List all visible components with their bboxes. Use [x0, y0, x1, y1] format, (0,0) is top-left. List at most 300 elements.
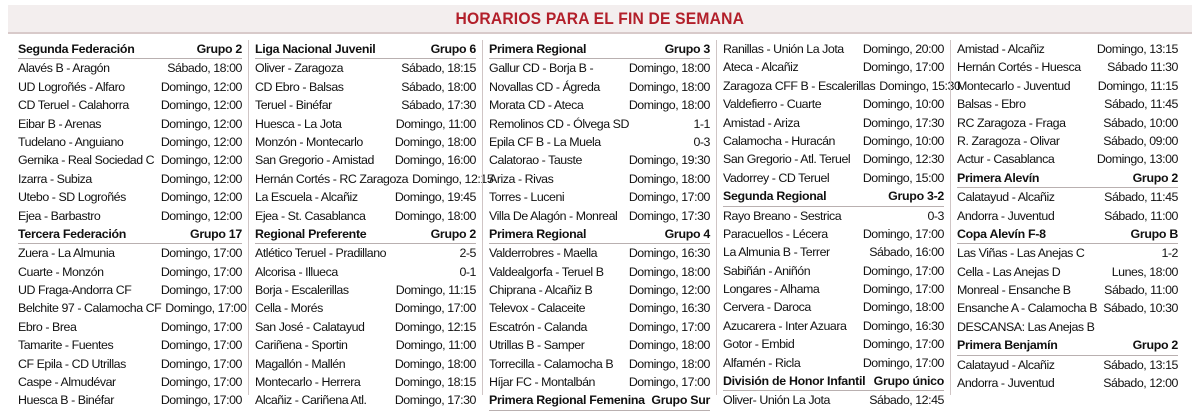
match-time: Sábado, 18:15	[401, 61, 476, 76]
match-time: Domingo, 17:00	[394, 301, 476, 316]
match-time: Domingo, 12:30	[862, 152, 944, 167]
match-time: Domingo, 17:00	[160, 283, 242, 298]
match-row	[723, 114, 944, 132]
match-row	[18, 207, 242, 225]
match-row	[255, 207, 476, 225]
match-row	[723, 391, 944, 409]
match-row	[255, 336, 476, 354]
match-row	[723, 207, 944, 225]
match-time: Domingo, 17:00	[160, 246, 242, 261]
match-time: Domingo, 18:00	[628, 98, 710, 113]
section-header	[18, 40, 242, 59]
match-time: Domingo, 17:00	[862, 60, 944, 75]
section-header	[957, 225, 1178, 244]
match-time: Domingo, 12:15	[412, 171, 494, 186]
match-row	[723, 169, 944, 187]
match-teams: Montecarlo - Juventud	[957, 78, 1071, 93]
match-time: Sábado, 11:00	[1104, 283, 1178, 298]
match-row	[723, 95, 944, 113]
match-time: Domingo, 18:00	[628, 79, 710, 94]
match-row	[18, 133, 242, 151]
match-row	[957, 281, 1178, 299]
match-teams: Tamarite - Fuentes	[18, 338, 114, 353]
section-header	[723, 372, 944, 391]
match-row	[957, 132, 1178, 150]
match-time: Sábado, 11:45	[1104, 190, 1178, 205]
group-name: Grupo 17	[190, 226, 242, 241]
match-time: Domingo, 17:00	[862, 355, 944, 370]
match-teams: Caspe - Almudévar	[18, 375, 116, 390]
match-teams: CD Ebro - Balsas	[255, 79, 344, 94]
match-row	[255, 170, 494, 188]
match-teams: Calatayud - Alcañiz	[957, 190, 1055, 205]
match-teams: Oliver - Zaragoza	[255, 61, 344, 76]
match-teams: Belchite 97 - Calamocha CF	[18, 301, 162, 316]
match-teams: Borja - Escalerillas	[255, 283, 349, 298]
match-time: Sábado, 11:00	[1104, 208, 1178, 223]
match-time: Domingo, 17:00	[165, 301, 247, 316]
match-row	[957, 188, 1178, 206]
match-teams: Tudelano - Anguiano	[18, 134, 124, 149]
group-name: Grupo 2	[430, 226, 476, 241]
match-time: Domingo, 18:00	[394, 208, 476, 223]
match-row	[957, 58, 1178, 76]
match-teams: Calatorao - Tauste	[489, 153, 582, 168]
match-row	[18, 281, 242, 299]
match-time: Sábado, 11:45	[1104, 97, 1178, 112]
match-teams: Izarra - Subiza	[18, 171, 92, 186]
match-row	[18, 59, 242, 77]
match-row	[723, 354, 944, 372]
match-row	[489, 133, 710, 151]
match-time: 1-2	[1161, 246, 1178, 261]
match-time: Sábado, 12:45	[869, 393, 944, 408]
match-time: Sábado, 09:00	[1103, 133, 1178, 148]
match-time: Domingo, 18:00	[628, 356, 710, 371]
match-teams: Valderrobres - Maella	[489, 246, 598, 261]
match-teams: Ateca - Alcañiz	[723, 60, 799, 75]
match-row	[957, 114, 1178, 132]
schedule-column	[14, 40, 248, 408]
match-time: Sábado, 12:00	[1103, 376, 1178, 391]
match-row	[489, 281, 710, 299]
match-time: Domingo, 11:00	[395, 116, 476, 131]
match-teams: Valdefierro - Cuarte	[723, 97, 822, 112]
group-name: Grupo 4	[664, 226, 710, 241]
match-teams: Rayo Breano - Sestrica	[723, 208, 842, 223]
match-time: Domingo, 12:00	[160, 79, 242, 94]
match-row	[255, 391, 476, 409]
match-time: Domingo, 17:00	[160, 338, 242, 353]
match-time: Domingo, 17:00	[160, 264, 242, 279]
match-row	[18, 170, 242, 188]
group-name: Grupo B	[1130, 226, 1178, 241]
match-teams: Chiprana - Alcañiz B	[489, 283, 593, 298]
match-time: Domingo, 16:00	[394, 153, 476, 168]
match-row	[723, 77, 961, 95]
match-teams: San José - Calatayud	[255, 319, 365, 334]
match-time: Domingo, 12:00	[628, 283, 710, 298]
match-teams: Gallur CD - Borja B -	[489, 61, 594, 76]
match-teams: Las Viñas - Las Anejas C	[957, 246, 1085, 261]
match-teams: Epila CF B - La Muela	[489, 134, 601, 149]
match-row	[255, 188, 476, 206]
competition-name: Primera Regional	[489, 226, 587, 241]
match-time: Sábado, 10:30	[1103, 301, 1178, 316]
match-teams: Zuera - La Almunia	[18, 246, 115, 261]
match-row	[18, 336, 242, 354]
match-teams: Azucarera - Inter Azuara	[723, 318, 847, 333]
section-header	[723, 187, 944, 206]
match-time: 2-5	[459, 246, 476, 261]
match-teams: Morata CD - Ateca	[489, 98, 584, 113]
group-name: Grupo Sur	[651, 393, 710, 408]
match-teams: San Gregorio - Atl. Teruel	[723, 152, 851, 167]
match-time: Domingo, 17:00	[862, 282, 944, 297]
match-row	[489, 207, 710, 225]
match-row	[957, 207, 1178, 225]
group-name: Grupo 6	[430, 42, 476, 56]
match-row	[255, 355, 476, 373]
match-time: Domingo, 12:00	[160, 134, 242, 149]
match-row	[723, 243, 944, 261]
match-teams: Magallón - Mallén	[255, 356, 346, 371]
match-row	[489, 244, 710, 262]
match-teams: Andorra - Juventud	[957, 208, 1055, 223]
match-time: Sábado, 18:00	[401, 79, 476, 94]
group-name: Grupo 2	[1132, 170, 1178, 185]
match-time: Sábado, 17:30	[401, 98, 476, 113]
match-time: Domingo, 19:30	[628, 153, 710, 168]
match-teams: Televox - Calaceite	[489, 301, 586, 316]
match-teams: Escatrón - Calanda	[489, 319, 587, 334]
match-time: Domingo, 12:00	[160, 190, 242, 205]
match-teams: Híjar FC - Montalbán	[489, 375, 595, 390]
group-name: Grupo único	[873, 374, 944, 389]
match-time: Sábado, 16:00	[869, 245, 944, 260]
match-teams: CF Epila - CD Utrillas	[18, 356, 126, 371]
section-header	[18, 225, 242, 244]
match-time: Domingo, 16:30	[628, 246, 710, 261]
match-teams: La Escuela - Alcañiz	[255, 190, 358, 205]
section-header	[489, 225, 710, 244]
match-teams: Cariñena - Sportin	[255, 338, 348, 353]
match-row	[255, 299, 476, 317]
match-row	[723, 40, 944, 58]
match-teams: Cervera - Daroca	[723, 300, 811, 315]
match-row	[255, 263, 476, 281]
match-row	[255, 78, 476, 96]
match-teams: Ejea - Barbastro	[18, 208, 101, 223]
match-teams: Alfamén - Ricla	[723, 355, 801, 370]
match-row	[255, 133, 476, 151]
match-teams: Cella - Morés	[255, 301, 323, 316]
match-teams: Zaragoza CFF B - Escalerillas	[723, 78, 876, 93]
match-teams: Hernán Cortés - RC Zaragoza	[255, 171, 409, 186]
match-time: Domingo, 17:00	[862, 226, 944, 241]
match-teams: Ejea - St. Casablanca	[255, 208, 366, 223]
match-row	[18, 299, 247, 317]
match-time: Domingo, 20:00	[862, 42, 944, 56]
match-time: Lunes, 18:00	[1111, 264, 1178, 279]
match-row	[255, 115, 476, 133]
match-teams: Hernán Cortés - Huesca	[957, 60, 1081, 75]
match-teams: Alcañiz - Cariñena Atl.	[255, 393, 367, 408]
match-teams: Ensanche A - Calamocha B	[957, 301, 1098, 316]
match-time: Domingo, 17:00	[160, 356, 242, 371]
match-row	[489, 151, 710, 169]
match-row	[957, 374, 1178, 392]
match-time: Domingo, 11:15	[1097, 78, 1178, 93]
competition-name: Tercera Federación	[18, 226, 127, 241]
competition-name: Primera Alevín	[957, 170, 1040, 185]
match-row	[18, 78, 242, 96]
section-header	[255, 40, 476, 59]
section-header	[255, 225, 476, 244]
match-row	[723, 298, 944, 316]
schedule-column	[716, 40, 961, 408]
match-time: Sábado 11:30	[1107, 60, 1178, 75]
match-time: Domingo, 18:00	[628, 171, 710, 186]
match-row	[723, 317, 944, 335]
competition-name: Segunda Regional	[723, 189, 827, 204]
match-time: Domingo, 17:00	[628, 375, 710, 390]
match-teams: Huesca - La Jota	[255, 116, 342, 131]
match-row	[489, 170, 710, 188]
match-row	[723, 280, 944, 298]
match-time: Sábado, 10:00	[1103, 115, 1178, 130]
match-time: Domingo, 17:00	[628, 190, 710, 205]
match-time: Domingo, 17:00	[862, 337, 944, 352]
competition-name: Copa Alevín F-8	[957, 226, 1046, 241]
group-name: Grupo 3	[664, 42, 710, 56]
match-teams: Utrillas B - Samper	[489, 338, 585, 353]
match-teams: Torrecilla - Calamocha B	[489, 356, 614, 371]
match-time: Domingo, 12:00	[160, 153, 242, 168]
competition-name: División de Honor Infantil	[723, 374, 866, 389]
match-row	[18, 115, 242, 133]
match-row	[255, 244, 476, 262]
match-row	[957, 95, 1178, 113]
match-row	[18, 244, 242, 262]
match-row	[957, 299, 1178, 317]
match-row	[723, 132, 944, 150]
match-time: Domingo, 17:00	[862, 263, 944, 278]
match-row	[723, 335, 944, 353]
match-teams: Actur - Casablanca	[957, 152, 1055, 167]
match-teams: Cella - Las Anejas D	[957, 264, 1061, 279]
match-time: Domingo, 17:30	[628, 208, 710, 223]
match-row	[18, 151, 242, 169]
match-time: Domingo, 16:30	[628, 301, 710, 316]
match-time: Sábado, 13:15	[1103, 357, 1178, 372]
match-time: 0-3	[693, 134, 710, 149]
page-title: HORARIOS PARA EL FIN DE SEMANA	[455, 8, 745, 28]
match-teams: Balsas - Ebro	[957, 97, 1026, 112]
section-header	[957, 169, 1178, 188]
match-time: Domingo, 18:15	[394, 375, 476, 390]
match-teams: Montecarlo - Herrera	[255, 375, 361, 390]
match-teams: Monzón - Montecarlo	[255, 134, 363, 149]
competition-name: Primera Regional	[489, 42, 587, 56]
match-row	[957, 356, 1178, 374]
match-teams: Amistad - Ariza	[723, 115, 800, 130]
match-time: Domingo, 12:00	[160, 208, 242, 223]
match-teams: Atlético Teruel - Pradillano	[255, 246, 387, 261]
match-row	[18, 373, 242, 391]
match-teams: Amistad - Alcañiz	[957, 42, 1045, 56]
match-teams: Monreal - Ensanche B	[957, 283, 1071, 298]
match-row	[489, 59, 710, 77]
match-row	[489, 263, 710, 281]
match-time: Domingo, 10:00	[862, 133, 944, 148]
match-teams: Oliver- Unión La Jota	[723, 393, 830, 408]
match-time: Domingo, 12:15	[394, 319, 476, 334]
match-row	[18, 188, 242, 206]
match-row	[489, 373, 710, 391]
competition-name: Primera Regional Femenina	[489, 393, 645, 408]
match-row	[957, 263, 1178, 281]
competition-name: Liga Nacional Juvenil	[255, 42, 376, 56]
match-teams: R. Zaragoza - Olivar	[957, 133, 1060, 148]
schedule-column	[482, 40, 716, 408]
match-time: Domingo, 18:00	[394, 134, 476, 149]
match-row	[489, 355, 710, 373]
match-row	[255, 373, 476, 391]
match-time: Domingo, 11:00	[395, 338, 476, 353]
match-row	[957, 40, 1178, 58]
competition-name: Regional Preferente	[255, 226, 367, 241]
match-teams: Gotor - Embid	[723, 337, 795, 352]
match-row	[489, 318, 710, 336]
match-time: Domingo, 17:00	[628, 319, 710, 334]
schedule-column	[248, 40, 494, 408]
match-row	[489, 96, 710, 114]
match-time: Domingo, 17:00	[160, 319, 242, 334]
match-row	[723, 225, 944, 243]
match-row	[723, 262, 944, 280]
match-teams: CD Teruel - Calahorra	[18, 98, 129, 113]
match-teams: Ebro - Brea	[18, 319, 77, 334]
match-time: Domingo, 18:00	[394, 356, 476, 371]
match-time: Domingo, 12:00	[160, 171, 242, 186]
match-time: Domingo, 17:00	[160, 393, 242, 408]
competition-name: Primera Benjamín	[957, 338, 1058, 353]
match-teams: Calatayud - Alcañiz	[957, 357, 1055, 372]
match-time: Domingo, 11:15	[395, 283, 476, 298]
match-teams: Alavés B - Aragón	[18, 61, 110, 76]
competition-name: Segunda Federación	[18, 42, 135, 56]
match-teams: Huesca B - Binéfar	[18, 393, 114, 408]
match-row	[18, 318, 242, 336]
section-header	[957, 336, 1178, 355]
match-time: Domingo, 18:00	[862, 300, 944, 315]
match-row	[957, 318, 1178, 336]
match-teams: Eibar B - Arenas	[18, 116, 102, 131]
match-time: Domingo, 18:00	[628, 61, 710, 76]
match-time: 0-3	[927, 208, 944, 223]
match-row	[957, 77, 1178, 95]
match-teams: Sabiñán - Aniñón	[723, 263, 811, 278]
match-time: Domingo, 10:00	[862, 97, 944, 112]
title-band	[8, 5, 1192, 34]
section-header	[489, 391, 710, 410]
match-row	[18, 96, 242, 114]
match-row	[18, 355, 242, 373]
match-time: Domingo, 15:00	[862, 170, 944, 185]
match-teams: Paracuellos - Lécera	[723, 226, 828, 241]
match-row	[18, 263, 242, 281]
match-time: 1-1	[693, 116, 710, 131]
match-teams: Remolinos CD - Ólvega SD	[489, 116, 629, 131]
match-row	[255, 281, 476, 299]
match-teams: RC Zaragoza - Fraga	[957, 115, 1066, 130]
match-row	[489, 299, 710, 317]
match-row	[489, 188, 710, 206]
match-row	[255, 96, 476, 114]
match-row	[18, 391, 242, 409]
match-teams: Utebo - SD Logroñés	[18, 190, 126, 205]
match-teams: UD Logroñés - Alfaro	[18, 79, 125, 94]
group-name: Grupo 2	[196, 42, 242, 56]
match-teams: Alcorisa - Illueca	[255, 264, 338, 279]
match-teams: Torres - Luceni	[489, 190, 565, 205]
match-teams: La Almunia B - Terrer	[723, 245, 830, 260]
match-teams: Ariza - Rivas	[489, 171, 554, 186]
match-time: Domingo, 12:00	[160, 116, 242, 131]
match-row	[489, 78, 710, 96]
match-time: Domingo, 17:00	[160, 375, 242, 390]
match-teams: Villa De Alagón - Monreal	[489, 208, 618, 223]
match-time: Domingo, 15:30	[879, 78, 961, 93]
match-teams: Cuarte - Monzón	[18, 264, 104, 279]
match-time: Sábado, 18:00	[167, 61, 242, 76]
match-row	[723, 58, 944, 76]
match-teams: Gernika - Real Sociedad C	[18, 153, 155, 168]
match-row	[255, 151, 476, 169]
match-time: Domingo, 13:15	[1096, 42, 1178, 56]
match-teams: Teruel - Binéfar	[255, 98, 332, 113]
match-row	[957, 150, 1178, 168]
section-header	[489, 40, 710, 59]
match-teams: Valdealgorfa - Teruel B	[489, 264, 604, 279]
match-row	[255, 318, 476, 336]
match-time: 0-1	[459, 264, 476, 279]
match-row	[489, 336, 710, 354]
match-time: Domingo, 19:45	[394, 190, 476, 205]
match-time: Domingo, 17:30	[394, 393, 476, 408]
group-name: Grupo 2	[1132, 338, 1178, 353]
match-time: Domingo, 18:00	[628, 264, 710, 279]
match-teams: Andorra - Juventud	[957, 376, 1055, 391]
match-row	[723, 150, 944, 168]
match-teams: UD Fraga-Andorra CF	[18, 283, 132, 298]
match-teams: Ranillas - Unión La Jota	[723, 42, 844, 56]
match-time: Domingo, 18:00	[628, 338, 710, 353]
match-teams: Calamocha - Huracán	[723, 133, 835, 148]
match-time: Domingo, 16:30	[862, 318, 944, 333]
match-teams: Vadorrey - CD Teruel	[723, 170, 830, 185]
match-teams: Novallas CD - Ágreda	[489, 79, 600, 94]
match-row	[957, 244, 1178, 262]
match-row	[255, 59, 476, 77]
match-time: Domingo, 12:00	[160, 98, 242, 113]
match-time: Domingo, 17:30	[862, 115, 944, 130]
match-teams: DESCANSA: Las Anejas B	[957, 319, 1095, 334]
group-name: Grupo 3-2	[888, 189, 944, 204]
schedule-columns	[14, 40, 1192, 408]
match-teams: Longares - Alhama	[723, 282, 820, 297]
